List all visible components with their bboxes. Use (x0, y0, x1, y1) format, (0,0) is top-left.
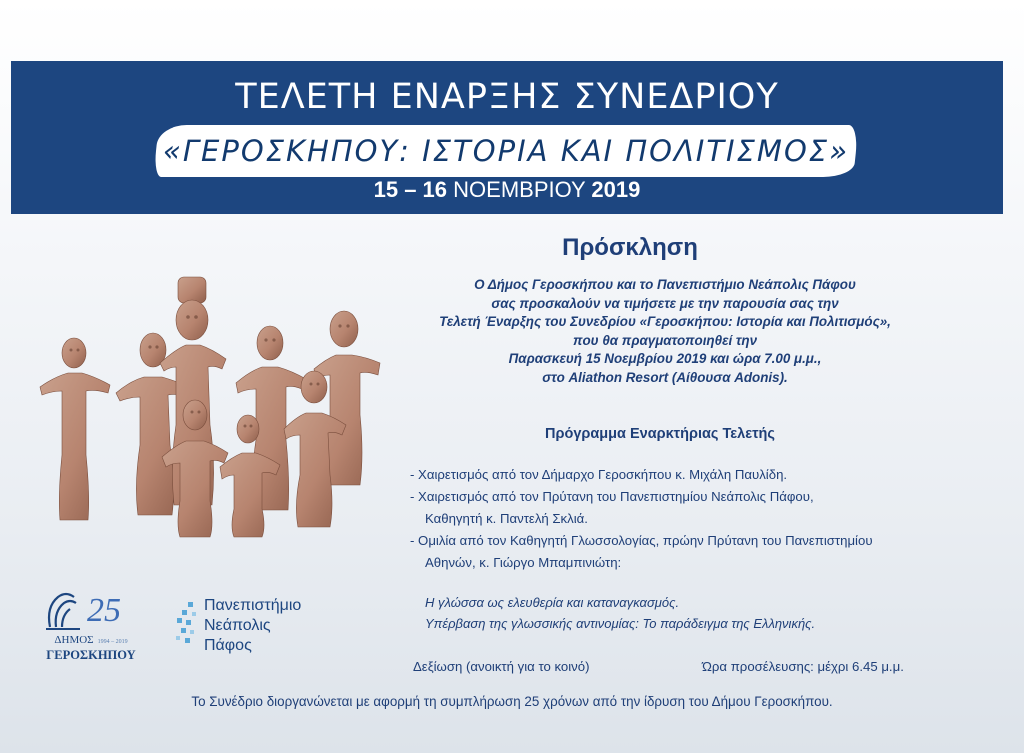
dates-month: ΝΟΕΜΒΡΙΟΥ (453, 177, 586, 202)
talk-line: Η γλώσσα ως ελευθερία και καταναγκασμός. (425, 595, 680, 610)
conference-title: «ΓΕΡΟΣΚΗΠΟΥ: ΙΣΤΟΡΙΑ ΚΑΙ ΠΟΛΙΤΙΣΜΟΣ» (163, 134, 849, 168)
invitation-line: Παρασκευή 15 Νοεμβρίου 2019 και ώρα 7.00 μ.μ., (508, 351, 822, 366)
municipality-logo-line1: ΔΗΜΟΣ (54, 634, 94, 646)
university-name-line: Πανεπιστήμιο (204, 597, 302, 614)
university-name-line: Πάφος (204, 637, 252, 654)
municipality-logo-years: 1994 – 2019 (97, 639, 128, 645)
program-item: - Ομιλία από τον Καθηγητή Γλωσσολογίας, πρώην Πρύτανη του Πανεπιστημίου (410, 533, 873, 548)
reception-note: Δεξίωση (ανοικτή για το κοινό) (413, 659, 590, 674)
invitation-line: στο Aliathon Resort (Αίθουσα Adonis). (542, 369, 788, 385)
university-squares-icon (174, 596, 202, 652)
talk-line: Υπέρβαση της γλωσσικής αντινομίας: Το παράδειγμα της Ελληνικής. (425, 616, 816, 631)
program-item: - Χαιρετισμός από τον Δήμαρχο Γεροσκήπου κ. Μιχάλη Παυλίδη. (410, 467, 788, 482)
program-item: - Χαιρετισμός από τον Πρύτανη του Πανεπιστημίου Νεάπολις Πάφου, (410, 489, 814, 504)
dates-year: 2019 (591, 177, 641, 202)
arrival-time-note: Ώρα προσέλευσης: μέχρι 6.45 μ.μ. (702, 659, 904, 674)
keynote-talk-title (425, 592, 965, 634)
footer-note: Το Συνέδριο διοργανώνεται με αφορμή τη συμπλήρωση 25 χρόνων από την ίδρυση του Δήμου Γεροσκήπου. (191, 694, 833, 709)
invitation-line: Τελετή Έναρξης του Συνεδρίου «Γεροσκήπου: Ιστορία και Πολιτισμός», (439, 314, 891, 329)
anniversary-number: 25 (87, 592, 121, 629)
event-dates (11, 177, 1003, 203)
university-logo (174, 596, 344, 658)
invitation-line: που θα πραγματοποιηθεί την (572, 332, 758, 348)
invitation-line: Ο Δήμος Γεροσκήπου και το Πανεπιστήμιο Νεάπολις Πάφου (474, 277, 856, 292)
program-item-continuation: Καθηγητή κ. Παντελή Σκλιά. (425, 511, 588, 526)
dates-days: 15 – 16 (373, 177, 448, 202)
terracotta-figurines-image (30, 265, 390, 545)
invitation-heading: Πρόσκληση (562, 234, 698, 261)
invitation-text (355, 276, 975, 387)
invitation-line: σας προσκαλούν να τιμήσετε με την παρουσία σας την (491, 295, 839, 311)
program-item-continuation: Αθηνών, κ. Γιώργο Μπαμπινιώτη: (425, 555, 622, 570)
anniversary-emblem-icon (36, 585, 146, 635)
municipality-logo (36, 585, 146, 670)
municipality-logo-line2: ΓΕΡΟΣΚΗΠΟΥ (46, 648, 136, 662)
program-list (410, 464, 970, 574)
event-title: ΤΕΛΕΤΗ ΕΝΑΡΞΗΣ ΣΥΝΕΔΡΙΟΥ (235, 77, 779, 117)
title-banner (11, 61, 1003, 214)
program-heading: Πρόγραμμα Εναρκτήριας Τελετής (545, 426, 775, 442)
university-name-line: Νεάπολις (204, 617, 271, 634)
